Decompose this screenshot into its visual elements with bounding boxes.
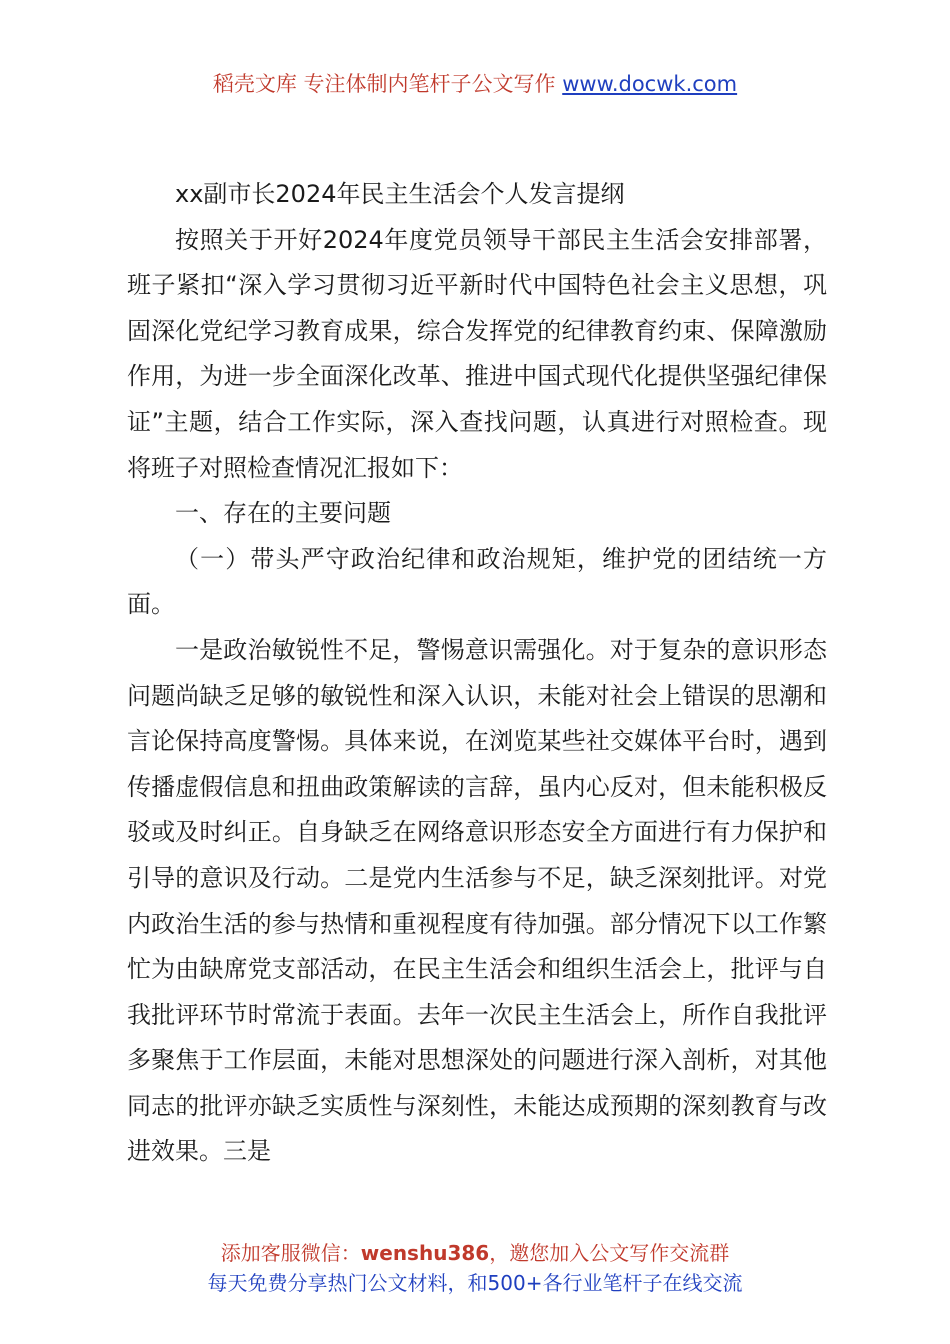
document-body — [127, 172, 827, 1175]
paragraph-body: 一是政治敏锐性不足，警惕意识需强化。对于复杂的意识形态问题尚缺乏足够的敏锐性和深入认识，未能对社会上错误的思潮和言论保持高度警惕。具体来说，在浏览某些社交媒体平台时，遇到传播虚假信息和扭曲政策解读的言辞，虽内心反对，但未能积极反驳或及时纠正。自身缺乏在网络意识形态安全方面进行有力保护和引导的意识及行动。二是党内生活参与不足，缺乏深刻批评。对党内政治生活的参与热情和重视程度有待加强。部分情况下以工作繁忙为由缺席党支部活动，在民主生活会和组织生活会上，批评与自我批评环节时常流于表面。去年一次民主生活会上，所作自我批评多聚焦于工作层面，未能对思想深处的问题进行深入剖析，对其他同志的批评亦缺乏实质性与深刻性，未能达成预期的深刻教育与改进效果。三是 — [127, 635, 827, 1166]
subsection-heading: （一）带头严守政治纪律和政治规矩，维护党的团结统一方面。 — [127, 544, 827, 619]
footer-line-wechat — [0, 1238, 950, 1268]
wechat-id: wenshu386 — [360, 1241, 490, 1265]
paragraph-intro: 按照关于开好2024年度党员领导干部民主生活会安排部署，班子紧扣“深入学习贯彻习近平新时代中国特色社会主义思想，巩固深化党纪学习教育成果，综合发挥党的纪律教育约束、保障激励作用，为进一步全面深化改革、推进中国式现代化提供坚强纪律保证”主题，结合工作实际，深入查找问题，认真进行对照检查。现将班子对照检查情况汇报如下： — [127, 225, 827, 482]
footer-wechat-prefix: 添加客服微信： — [220, 1241, 361, 1265]
site-slogan: 稻壳文库 专注体制内笔杆子公文写作 — [212, 72, 563, 96]
site-header — [0, 68, 950, 100]
document-title: xx副市长2024年民主生活会个人发言提纲 — [175, 180, 625, 208]
section-heading: 一、存在的主要问题 — [175, 499, 391, 528]
site-link[interactable]: www.docwk.com — [562, 72, 738, 96]
footer-line-share: 每天免费分享热门公文材料，和500+各行业笔杆子在线交流 — [207, 1271, 743, 1295]
footer-promo — [0, 1238, 950, 1298]
footer-wechat-suffix: ，邀您加入公文写作交流群 — [489, 1241, 730, 1265]
